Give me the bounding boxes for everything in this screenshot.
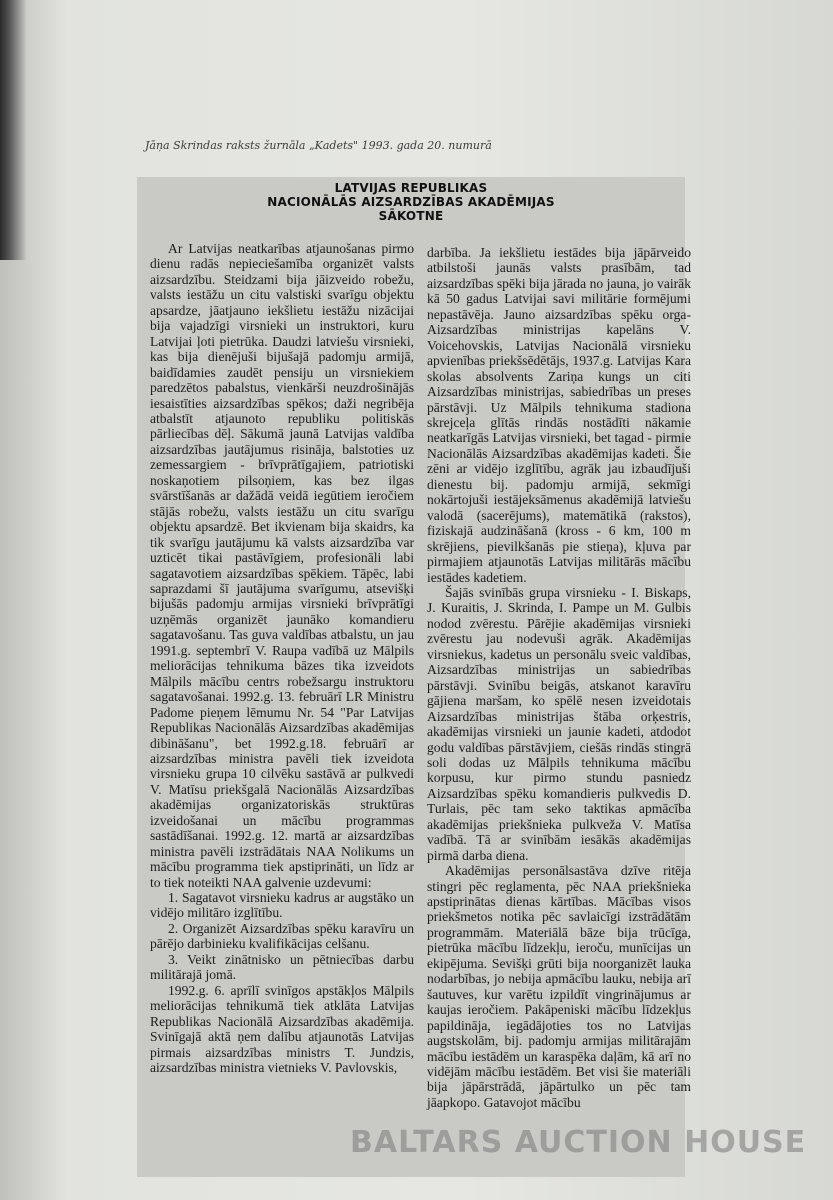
heading-line-2: NACIONĀLĀS AIZSARDZĪBAS AKADĒMIJAS [267,195,555,209]
book-page [95,105,785,1185]
list-item: 2. Organizēt Aizsardzības spēku karavīru un pārējo darbinieku kvalifikācijas celšanu. [150,920,414,952]
paragraph: Ar Latvijas neatkarības atjaunošanas pirmo dienu radās nepieciešamība organizēt valsts aizsardzību. Steidzami bija jāizveido robežu, valsts iestāžu un citu valstiski svarīgu objektu apsardze, jāatjauno iekšlietu iestāžu nizācijai bija vajadzīgi virsnieki un instruktori, kuru Latvijai ļoti pietrūka. Daudzi latviešu virsnieki, kas bija dienējuši bijušajā padomju armijā, baidīdamies zaudēt pensiju un virsniekiem paredzētos pabalstus, vienkārši neuzdrošinājās iesaistīties aizsardzības spēkos; daži negribēja atbalstīt atjaunoto republiku politiskās pārliecības dēļ. Sākumā jaunā Latvijas valdība aizsardzības jautājumus risināja, balstoties uz zemessargiem - brīvprātīgajiem, patriotiski noskaņotiem pilsoņiem, kas bez ilgas svārstīšanās ar dažādā veidā iegūtiem ieročiem stājās robežu, valsts iestāžu un citu svarīgu objektu apsardzē. Bet ikvienam bija skaidrs, ka tik svarīgu jautājumu kā valsts aizsardzība var uzticēt tikai pastāvīgiem, profesionāli labi sagatavotiem aizsardzības spēkiem. Tāpēc, labi saprazdami šī jautājuma svarīgumu, atsevišķi bijušās padomju armijas virsnieki brīvprātīgi uzņēmās organizēt jaunāko komandieru sagatavošanu. Tas guva valdības atbalstu, un jau 1991.g. septembrī V. Raupa vadībā uz Mālpils meliorācijas tehnikuma bāzes tika izveidots Mālpils mācību centrs robežsargu instruktoru sagatavošanai. 1992.g. 13. februārī LR Ministru Padome pieņem lēmumu Nr. 54 "Par Latvijas Republikas Nacionālās Aizsardzības akadēmijas dibināšanu", bet 1992.g.18. februārī ar aizsardzības ministra pavēli tiek izveidota virsnieku grupa 10 cilvēku sastāvā ar pulkvedi V. Matīsu priekšgalā Nacionālās Aizsardzības akadēmijas organizatoriskās struktūras izveidošanai un mācību programmas sastādīšanai. 1992.g. 12. martā ar aizsardzības ministra pavēli izstrādātais NAA Nolikums un mācību programma tiek apstiprināti, un līdz ar to tiek noteikti NAA galvenie uzdevumi: [150,241,414,890]
paragraph: darbība. Ja iekšlietu iestādes bija jāpārveido atbilstoši jaunās valsts prasībām, tad aizsardzības spēki bija jārada no jauna, jo vairāk kā 50 gadus Latvijai savi militārie formējumi nepastāvēja. Jauno aizsardzības spēku orga- Aizsardzības ministrijas kapelāns V. Voicehovskis, Latvijas Nacionālā virsnieku apvienības priekšsēdētājs, 1937.g. Latvijas Kara skolas absolvents Zariņa kungs un citi Aizsardzības ministrijas, sabiedrības un preses pārstāvji. Uz Mālpils tehnikuma stadiona skrejceļa glītās rindās nostādīti nākamie neatkarīgās Latvijas virsnieki, bet tagad - pirmie Nacionālās Aizsardzības akadēmijas kadeti. Šie zēni ar vidējo izglītību, agrāk jau izbaudījuši dienestu bij. padomju armijā, sekmīgi nokārtojuši iestājeksāmenus akadēmijā latviešu valodā (sacerējums), matemātikā (rakstos), fiziskajā audzināšanā (kross - 6 km, 100 m skrējiens, pievilkšanās pie stieņa), kļuva par pirmajiem atjaunotās Latvijas militārās mācību iestādes kadetiem. [427,245,691,585]
article-heading [137,181,685,223]
left-column [150,241,414,1075]
paragraph: Šajās svinībās grupa virsnieku - I. Biskaps, J. Kuraitis, J. Skrinda, I. Pampe un M. Gulbis nodod zvērestu. Pārējie akadēmijas virsnieki zvērestu jau nodevuši agrāk. Akadēmijas virsniekus, kadetus un personālu sveic valdības, Aizsardzības ministrijas un sabiedrības pārstāvji. Svinību beigās, atskanot karavīru gājiena maršam, ko spēlē nesen izveidotais Aizsardzības ministrijas štāba orķestris, akadēmijas virsnieki un jaunie kadeti, atdodot godu valdības pārstāvjiem, ciešās rindās stingrā soli dodas uz Mālpils tehnikuma mācību korpusu, kur pirmo stundu pasniedz Aizsardzības spēku komandieris pulkvedis D. Turlais, pēc tam seko taktikas apmācība akadēmijas priekšnieka pulkveža V. Matīsa vadībā. Tā ar svinībām iesākās akadēmijas pirmā darba diena. [427,584,691,863]
list-item: 3. Veikt zinātnisko un pētniecības darbu militārajā jomā. [150,951,414,983]
heading-line-3: SĀKOTNE [378,209,444,223]
paragraph: 1992.g. 6. aprīlī svinīgos apstākļos Mālpils meliorācijas tehnikumā tiek atklāta Latvijas Republikas Nacionālā Aizsardzības akadēmija. Svinīgajā aktā ņem dalību atjaunotās Latvijas pirmais aizsardzības ministrs T. Jundzis, aizsardzības ministra vietnieks V. Pavlovskis, [150,982,414,1076]
heading-line-1: LATVIJAS REPUBLIKAS [334,181,488,195]
auction-watermark: BALTARS AUCTION HOUSE [350,1125,807,1160]
paragraph: Akadēmijas personālsastāva dzīve ritēja stingri pēc reglamenta, pēc NAA priekšnieka apstiprinātas dienas kārtības. Mācības visos priekšmetos notika pēc savlaicīgi izstrādātām programmām. Materiālā bāze bija trūcīga, pietrūka mācību līdzekļu, ieroču, munīcijas un ekipējuma. Sevišķi grūti bija noorganizēt lauka nodarbības, jo nebija apmācību lauku, nebija arī šautuves, kur varētu izpildīt vingrinājumus ar kaujas ieročiem. Pakāpeniski mācību līdzekļus papildināja, iegādājoties tos no Latvijas augstskolām, bij. padomju armijas militārajām mācību iestādēm un karaspēka daļām, kā arī no vidējām mācību iestādēm. Bet visi šie materiāli bija jāpārstrādā, jāpārtulko un pēc tam jāapkopo. Gatavojot mācību [427,863,691,1110]
article-caption: Jāņa Skrindas raksts žurnāla „Kadets" 1993. gada 20. numurā [145,139,492,152]
right-column [427,245,691,1110]
list-item: 1. Sagatavot virsnieku kadrus ar augstāko un vidējo militāro izglītību. [150,890,414,921]
book-binding [0,0,26,260]
